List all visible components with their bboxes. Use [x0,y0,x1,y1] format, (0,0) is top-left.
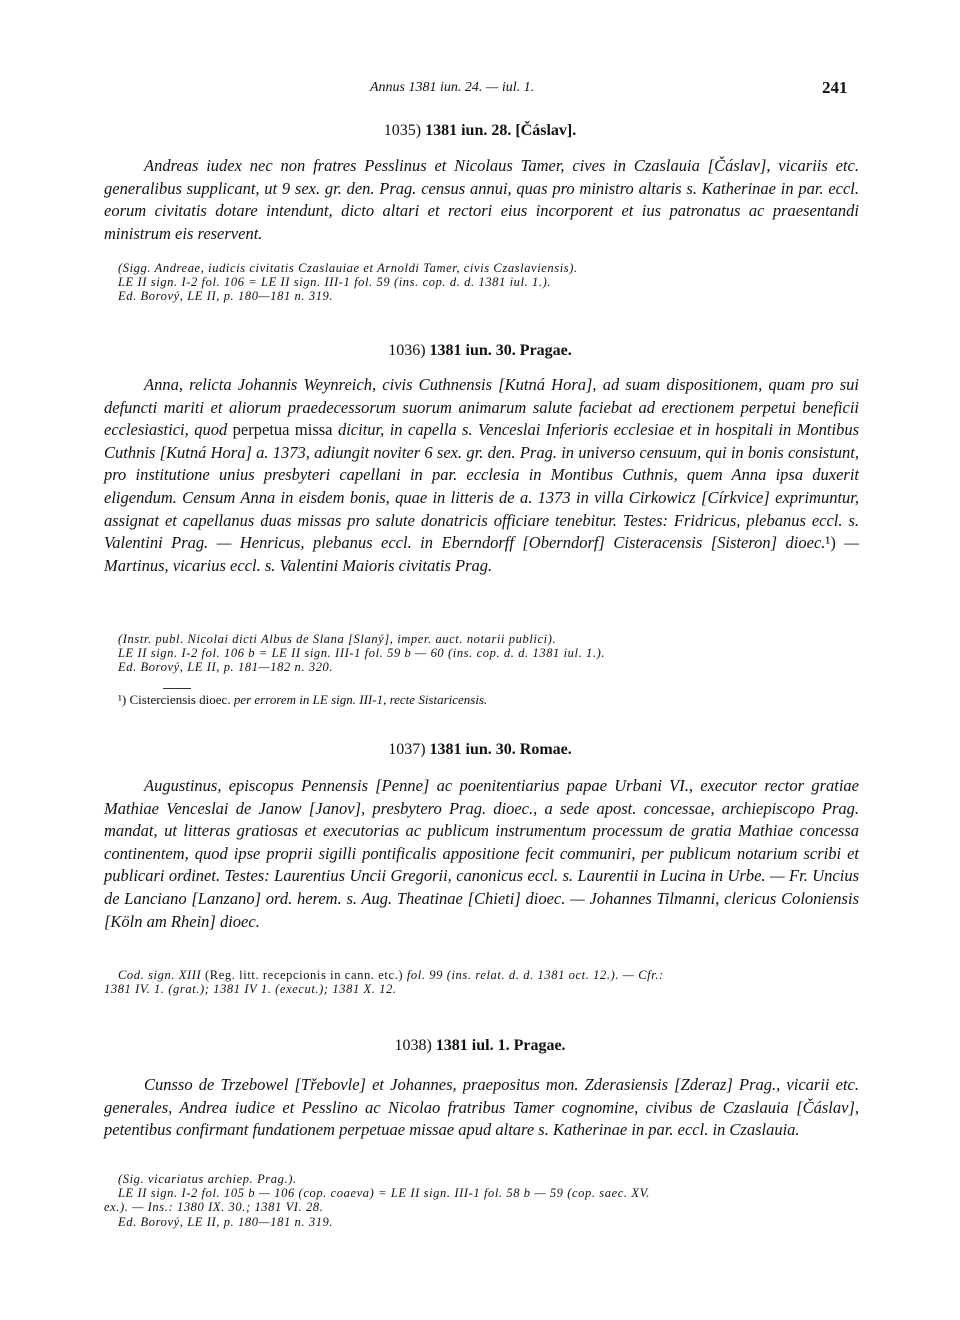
note-line: (Instr. publ. Nicolai dicti Albus de Slana [Slaný], imper. auct. notarii publici). [118,632,557,646]
entry-notes [104,632,864,675]
note-line: LE II sign. I-2 fol. 106 b = LE II sign. III-1 fol. 59 b — 60 (ins. cop. d. d. 1381 iul. 1.). [118,646,606,661]
footnote [118,692,487,708]
entry-number: 1037) [388,741,426,758]
note-line: Ed. Borový, LE II, p. 180—181 n. 319. [118,1214,334,1229]
text-segment: (Reg. litt. recepcionis in cann. etc.) [205,968,404,982]
entry-text [104,1074,859,1142]
entry-heading [0,741,960,759]
entry-date-place: 1381 iun. 28. [Čáslav]. [425,122,577,139]
note-line: (Sigg. Andreae, iudicis civitatis Czaslauiae et Arnoldi Tamer, civis Czaslaviensis). [118,261,578,275]
text-segment: dicitur, in capella s. Venceslai Inferioris ecclesiae et in hospitali in Montibus Cuthnis [Kutná Hora] a. 1373, adiungit noviter 6 sex. gr. den. Prag. in universo censuum, qui in bonis consistunt, pro institutione unius presbyteri capellani in par. ecclesia in Montibus Cuthnis, quem Anna ipsa duxerit eligendum. Censum Anna in eisdem bonis, quae in litteris de a. 1373 in villa Cirkowicz [Církvice] exprimuntur, assignat et capellanus duas missas pro salute donatricis officiare tenebitur. Testes: Fridricus, plebanus eccl. s. Valentini Prag. — Henricus, plebanus eccl. in Eberndorff [Oberndorf] Cisteracensis [Sisteron] dioec. [104,420,859,553]
entry-paragraph [104,374,859,577]
entry-number: 1038) [394,1037,432,1054]
footnote-rule [163,688,191,689]
footnote-text: Cisterciensis dioec. [129,692,234,707]
text-segment: Cod. sign. XIII [118,968,206,982]
footnote-reference: ¹) [825,533,836,553]
entry-heading [0,122,960,140]
entry-number: 1036) [388,342,426,359]
footnote-text: per errorem in LE sign. III-1, recte Sistaricensis. [233,692,488,707]
entry-notes [104,968,864,996]
entry-date-place: 1381 iun. 30. Romae. [429,741,572,758]
entry-notes [104,261,864,304]
note-line: LE II sign. I-2 fol. 105 b — 106 (cop. coaeva) = LE II sign. III-1 fol. 58 b — 59 (cop. saec. XV. [118,1186,650,1201]
note-line: 1381 IV. 1. (grat.); 1381 IV 1. (execut.); 1381 X. 12. [104,982,397,997]
entry-date-place: 1381 iun. 30. Pragae. [429,342,572,359]
text-segment: fol. 99 (ins. relat. d. d. 1381 oct. 12.). — Cfr.: [403,968,664,982]
entry-paragraph: Andreas iudex nec non fratres Pesslinus et Nicolaus Tamer, cives in Czaslauia [Čáslav], vicariis etc. generalibus supplicant, ut 9 sex. gr. den. Prag. census annui, quas pro ministro altaris s. Katherinae in par. eccl. eorum civitatis dotare intendunt, dicto altari et rectori eius incorporent et ius patronatus ac praesentandi ministrum eis reservent. [104,156,859,243]
note-line: Ed. Borový, LE II, p. 180—181 n. 319. [118,289,334,304]
entry-heading [0,1037,960,1055]
note-line [104,968,864,982]
entry-text [104,374,859,577]
entry-text [104,155,859,245]
entry-notes [104,1172,864,1229]
running-title: Annus 1381 iun. 24. — iul. 1. [370,80,535,95]
footnote-mark: ¹) [118,692,127,707]
note-line: (Sig. vicariatus archiep. Prag.). [118,1172,297,1186]
entry-date-place: 1381 iul. 1. Pragae. [435,1037,566,1054]
note-line: LE II sign. I-2 fol. 106 = LE II sign. III-1 fol. 59 (ins. cop. d. d. 1381 iul. 1.). [118,275,552,290]
entry-heading [0,342,960,360]
text-segment: perpetua missa [232,420,333,440]
entry-number: 1035) [383,122,422,139]
note-line: Ed. Borový, LE II, p. 181—182 n. 320. [118,660,334,675]
entry-paragraph: Augustinus, episcopus Pennensis [Penne] ac poenitentiarius papae Urbani VI., executor rector gratiae Mathiae Venceslai de Janow [Janov], presbytero Prag. dioec., a sede apost. concessae, archiepiscopo Prag. mandat, ut litteras gratiosas et executorias ac publicum instrumentum processum de gratia Mathiae concessa continentem, quod ipse proprii sigilli pontificalis appositione fecit communiri, per publicum notarium scribi et publicari ordinet. Testes: Laurentius Uncii Gregorii, canonicus eccl. s. Laurentii in Lucina in Urbe. — Fr. Uncius de Lanciano [Lanzano] ord. herem. s. Aug. Theatinae [Chieti] dioec. — Johannes Tilmanni, clericus Coloniensis [Köln am Rhein] dioec. [104,776,859,931]
note-line: ex.). — Ins.: 1380 IX. 30.; 1381 VI. 28. [104,1200,324,1215]
page-number: 241 [822,78,848,97]
text-segment: Anna, relicta Johannis Weynreich, civis Cuthnensis [Kutná Hora], ad suam dispositionem, quam pro sui defuncti mariti et aliorum praedecessorum suorum animarum salute faciebat ad erectionem perpetui beneficii ecclesiastici, quod [104,375,859,440]
entry-paragraph: Cunsso de Trzebowel [Třebovle] et Johannes, praepositus mon. Zderasiensis [Zderaz] Prag., vicarii etc. generales, Andrea iudice et Pesslino ac Nicolao fratribus Tamer cognomine, civibus de Czaslauia [Čáslav], petentibus confirmant fundationem perpetuae missae apud altare s. Katherinae in par. eccl. in Czaslauia. [104,1075,859,1140]
entry-text [104,775,859,933]
text-segment: — Martinus, vicarius eccl. s. Valentini Maioris civitatis Prag. [104,533,860,575]
